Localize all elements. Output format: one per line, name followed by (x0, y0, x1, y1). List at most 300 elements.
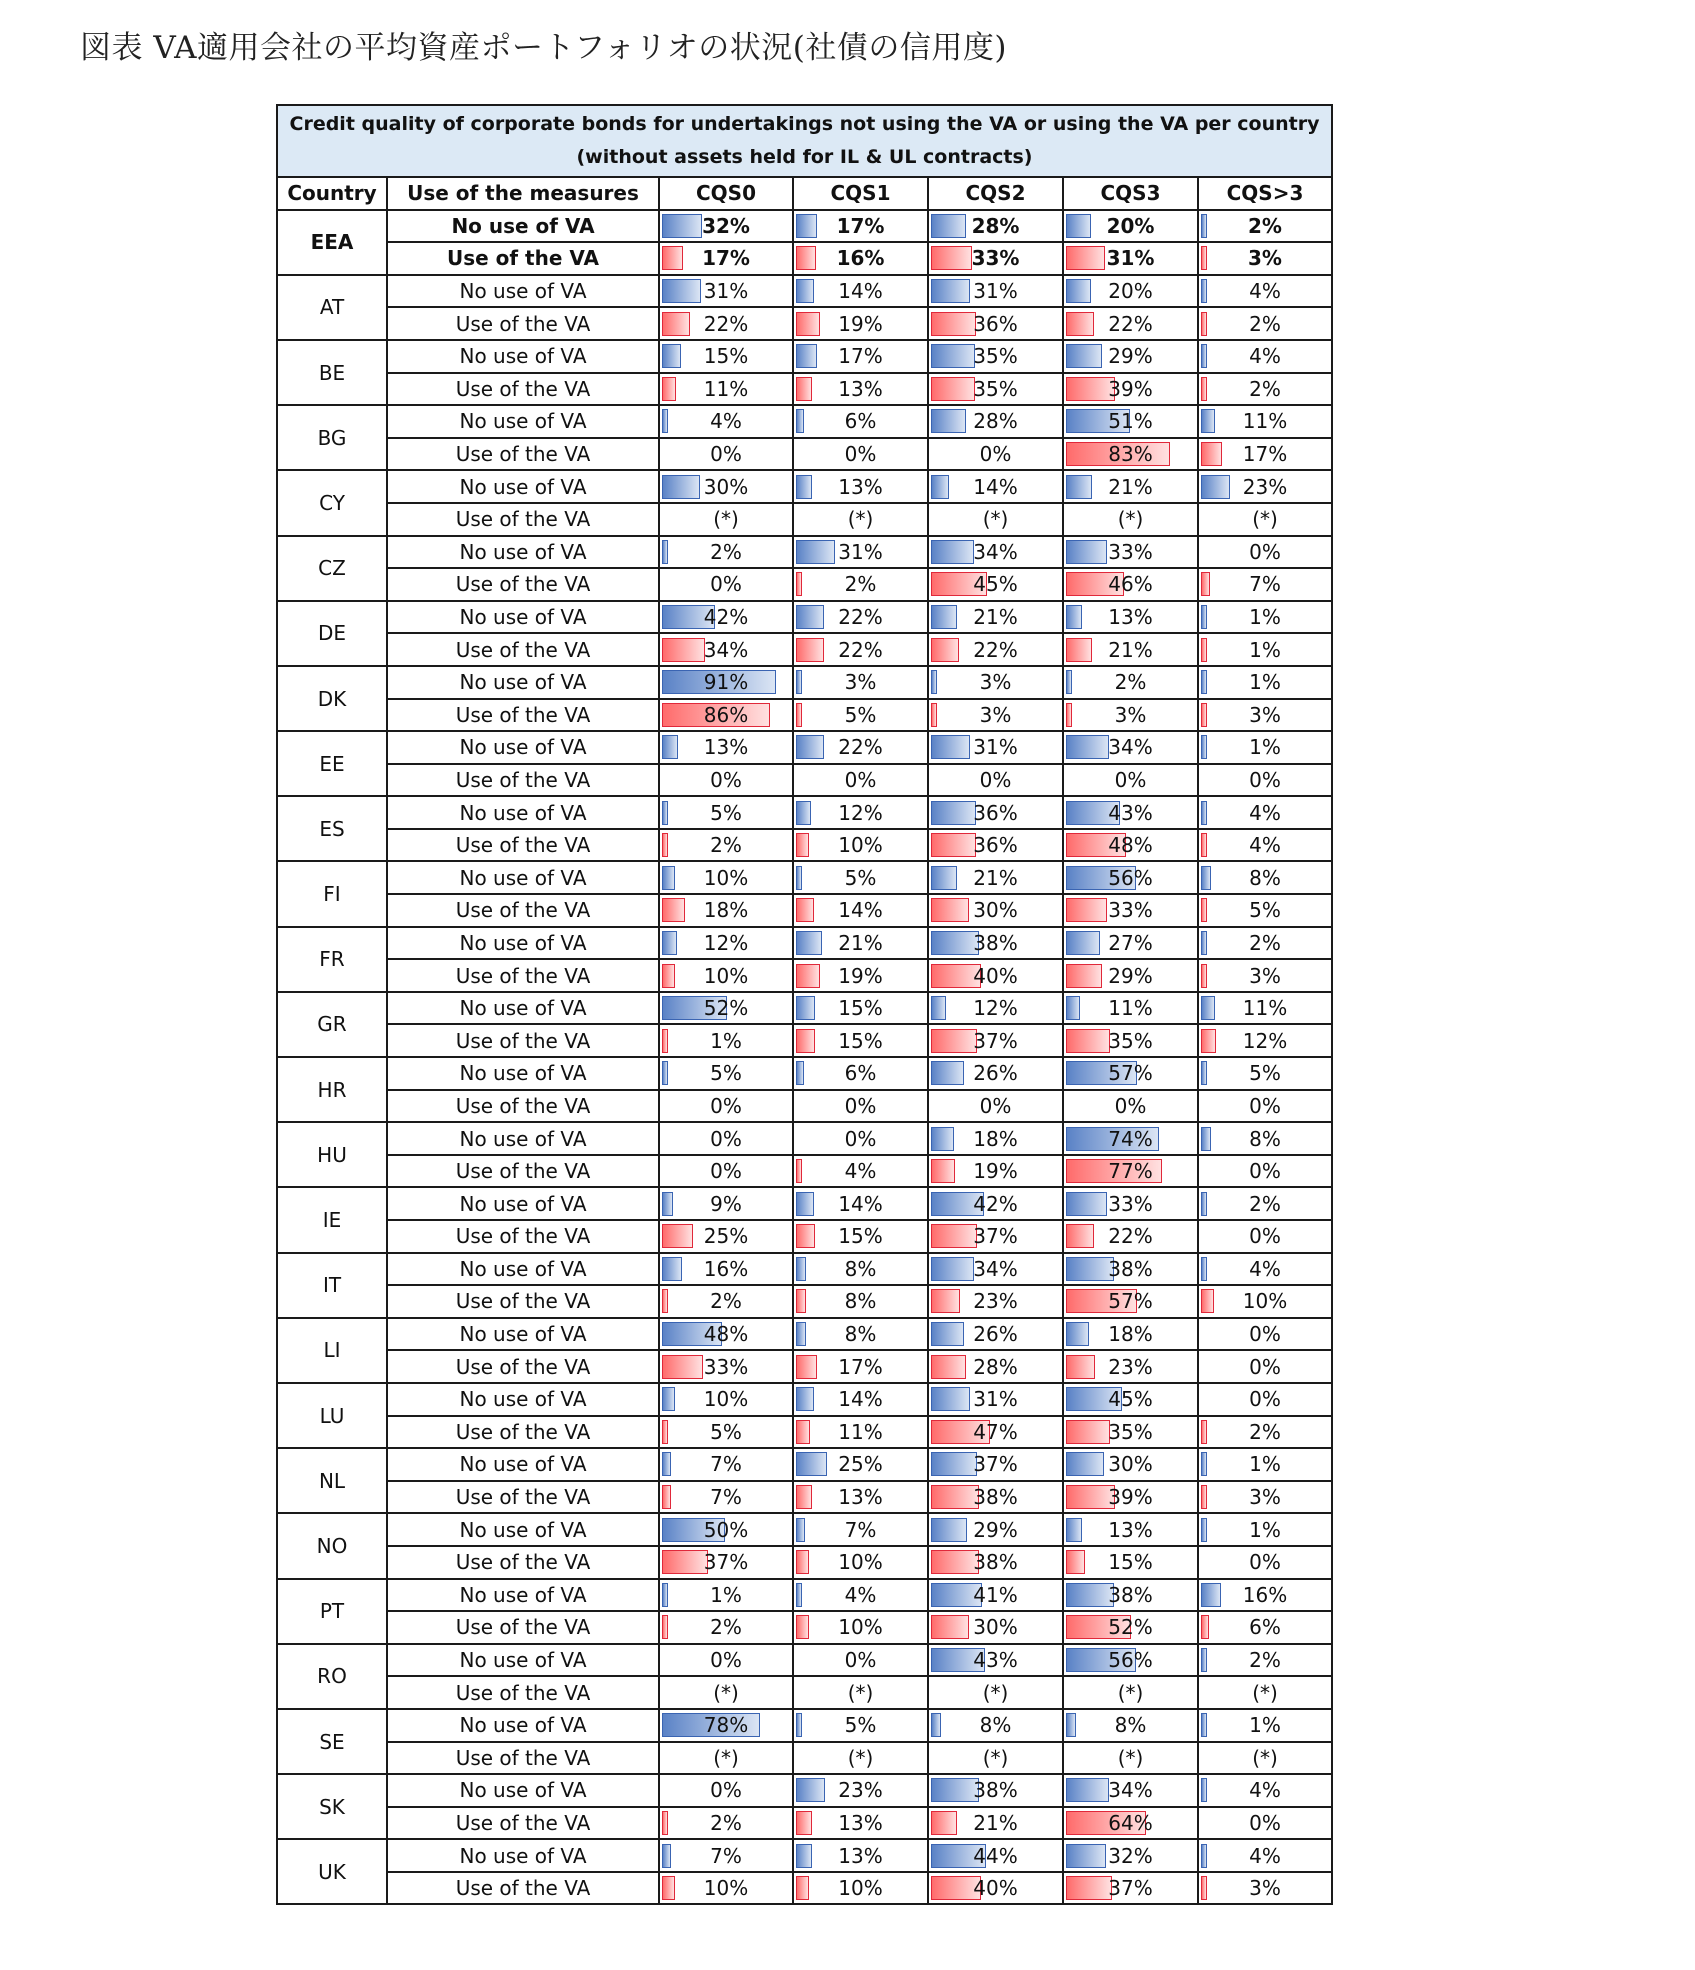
value-cell (1063, 307, 1198, 340)
value-label: 20% (1108, 279, 1153, 304)
country-cell: FR (277, 927, 387, 992)
value-label: 13% (838, 376, 883, 401)
value-label: 8% (979, 1713, 1012, 1738)
value-label: 33% (1108, 898, 1153, 923)
value-cell (1063, 633, 1198, 666)
value-label: 2% (1249, 930, 1281, 955)
value-cell (659, 927, 793, 960)
value-cell (1063, 1318, 1198, 1351)
value-cell (793, 405, 928, 438)
value-label: 19% (973, 1159, 1018, 1184)
value-cell (928, 1611, 1063, 1644)
value-label: 2% (710, 1810, 742, 1835)
value-label: 10% (1242, 1289, 1288, 1314)
value-cell (1063, 1285, 1198, 1318)
measure-cell: No use of VA (387, 1122, 659, 1155)
value-label: 17% (836, 213, 885, 238)
value-label: 37% (973, 1224, 1018, 1249)
value-label: 38% (973, 1778, 1018, 1803)
measure-cell: No use of VA (387, 1187, 659, 1220)
value-label: 2% (1114, 670, 1147, 695)
value-label: 83% (1108, 442, 1153, 467)
value-cell (659, 1024, 793, 1057)
value-label: 57% (1108, 1289, 1153, 1314)
value-label: 11% (703, 376, 749, 401)
value-cell (928, 1416, 1063, 1449)
value-cell (659, 1350, 793, 1383)
value-label: 23% (1242, 474, 1288, 499)
value-cell (659, 307, 793, 340)
table-row (277, 1676, 1332, 1709)
value-cell (793, 503, 928, 536)
value-cell (1063, 470, 1198, 503)
value-label: 12% (1242, 1028, 1288, 1053)
value-label: (*) (982, 1680, 1009, 1705)
value-label: 10% (703, 1387, 749, 1412)
value-label: 5% (844, 1713, 877, 1738)
value-label: 31% (973, 1387, 1018, 1412)
value-label: 1% (1249, 1713, 1281, 1738)
value-cell (928, 1318, 1063, 1351)
value-label: 14% (838, 1191, 883, 1216)
value-label: 2% (1249, 376, 1281, 401)
value-cell (659, 992, 793, 1025)
measure-cell: Use of the VA (387, 1481, 659, 1514)
value-cell (659, 1448, 793, 1481)
value-label: 2% (710, 1615, 742, 1640)
measure-cell: Use of the VA (387, 1155, 659, 1188)
value-cell (793, 470, 928, 503)
table-body (277, 210, 1332, 1905)
value-label: 39% (1108, 1485, 1153, 1510)
table-row (277, 1742, 1332, 1775)
value-label: 23% (973, 1289, 1018, 1314)
value-label: 0% (1249, 767, 1281, 792)
value-cell (659, 405, 793, 438)
measure-cell: No use of VA (387, 992, 659, 1025)
value-cell (928, 470, 1063, 503)
value-label: 34% (973, 539, 1018, 564)
value-cell (1198, 470, 1332, 503)
value-cell (1063, 1807, 1198, 1840)
value-label: 8% (844, 1256, 877, 1281)
country-cell: FI (277, 861, 387, 926)
value-label: 2% (710, 539, 742, 564)
value-cell (1198, 829, 1332, 862)
table-row (277, 536, 1332, 569)
value-cell (1198, 959, 1332, 992)
value-cell (793, 1318, 928, 1351)
value-label: 21% (973, 1810, 1018, 1835)
value-label: 19% (838, 963, 883, 988)
measure-cell: No use of VA (387, 1513, 659, 1546)
value-label: 78% (703, 1713, 749, 1738)
value-label: 48% (1108, 833, 1153, 858)
value-cell (1198, 210, 1332, 243)
column-header-row (277, 177, 1332, 210)
value-label: 4% (1249, 800, 1281, 825)
value-label: 11% (1108, 996, 1153, 1021)
value-cell (1198, 699, 1332, 732)
measure-cell: Use of the VA (387, 242, 659, 275)
value-label: 32% (1108, 1843, 1153, 1868)
value-cell (928, 1253, 1063, 1286)
value-cell (1198, 992, 1332, 1025)
country-cell: NL (277, 1448, 387, 1513)
value-label: 3% (1249, 1485, 1281, 1510)
column-header: CQS2 (928, 177, 1063, 210)
value-cell (659, 1872, 793, 1905)
value-label: 0% (844, 442, 877, 467)
country-cell: AT (277, 275, 387, 340)
value-cell (928, 1090, 1063, 1123)
value-label: 37% (973, 1452, 1018, 1477)
table-row (277, 340, 1332, 373)
value-cell (1063, 1220, 1198, 1253)
value-label: 23% (1108, 1354, 1153, 1379)
country-cell: HR (277, 1057, 387, 1122)
country-cell: IE (277, 1187, 387, 1252)
value-cell (793, 1611, 928, 1644)
value-label: 14% (838, 279, 883, 304)
value-cell (1063, 1579, 1198, 1612)
value-label: 30% (1108, 1452, 1153, 1477)
value-cell (1063, 1644, 1198, 1677)
value-cell (1063, 1155, 1198, 1188)
value-cell (1198, 1839, 1332, 1872)
table-row (277, 1187, 1332, 1220)
column-header: CQS0 (659, 177, 793, 210)
table-row (277, 731, 1332, 764)
value-cell (659, 1481, 793, 1514)
country-cell: DK (277, 666, 387, 731)
value-label: 22% (1108, 1224, 1153, 1249)
measure-cell: No use of VA (387, 1253, 659, 1286)
value-label: 16% (836, 246, 885, 271)
value-cell (1198, 731, 1332, 764)
value-cell (1063, 1839, 1198, 1872)
value-cell (1198, 1090, 1332, 1123)
value-label: (*) (1117, 1680, 1144, 1705)
value-cell (1063, 764, 1198, 797)
country-cell: ES (277, 796, 387, 861)
value-label: 46% (1108, 572, 1153, 597)
table-row (277, 1872, 1332, 1905)
table-row (277, 1611, 1332, 1644)
value-label: 15% (703, 344, 749, 369)
table-row (277, 1285, 1332, 1318)
value-cell (1198, 1318, 1332, 1351)
value-cell (1063, 1253, 1198, 1286)
measure-cell: Use of the VA (387, 438, 659, 471)
value-cell (1198, 927, 1332, 960)
table-row (277, 927, 1332, 960)
value-cell (659, 1611, 793, 1644)
value-cell (1198, 1513, 1332, 1546)
country-cell: SK (277, 1774, 387, 1839)
table-row (277, 1253, 1332, 1286)
value-label: 0% (710, 767, 742, 792)
value-cell (793, 1090, 928, 1123)
value-cell (659, 1676, 793, 1709)
value-label: 18% (703, 898, 749, 923)
value-cell (793, 796, 928, 829)
value-label: 0% (710, 572, 742, 597)
value-label: 34% (973, 1256, 1018, 1281)
value-label: 4% (1249, 833, 1281, 858)
value-cell (928, 633, 1063, 666)
value-cell (659, 1187, 793, 1220)
value-label: 37% (1108, 1876, 1153, 1901)
column-header: CQS3 (1063, 177, 1198, 210)
value-cell (793, 731, 928, 764)
measure-cell: Use of the VA (387, 1742, 659, 1775)
table-caption (277, 105, 1332, 177)
value-label: 0% (844, 767, 877, 792)
value-cell (1198, 1872, 1332, 1905)
value-cell (1198, 275, 1332, 308)
table-row (277, 666, 1332, 699)
value-cell (793, 1448, 928, 1481)
value-cell (793, 992, 928, 1025)
table-row (277, 275, 1332, 308)
value-label: 42% (703, 605, 749, 630)
value-label: (*) (713, 1680, 739, 1705)
value-label: 77% (1108, 1159, 1153, 1184)
value-label: 33% (971, 246, 1020, 271)
value-cell (928, 731, 1063, 764)
value-label: 35% (1108, 1419, 1153, 1444)
value-cell (659, 503, 793, 536)
value-cell (928, 1839, 1063, 1872)
value-cell (1198, 1611, 1332, 1644)
value-cell (659, 1644, 793, 1677)
value-label: 29% (973, 1517, 1018, 1542)
value-label: 0% (710, 1093, 742, 1118)
table-row (277, 959, 1332, 992)
value-label: 44% (973, 1843, 1018, 1868)
value-label: 33% (1108, 1191, 1153, 1216)
table-row (277, 568, 1332, 601)
value-cell (659, 275, 793, 308)
measure-cell: Use of the VA (387, 307, 659, 340)
value-cell (659, 242, 793, 275)
value-label: 13% (838, 1810, 883, 1835)
value-cell (1063, 405, 1198, 438)
value-label: 31% (1106, 246, 1155, 271)
value-cell (928, 1872, 1063, 1905)
value-cell (793, 568, 928, 601)
value-label: 0% (710, 1126, 742, 1151)
value-cell (1198, 503, 1332, 536)
value-label: 57% (1108, 1061, 1153, 1086)
measure-cell: No use of VA (387, 1774, 659, 1807)
value-label: 1% (1249, 1517, 1281, 1542)
value-label: 11% (1242, 996, 1288, 1021)
value-label: 22% (838, 637, 883, 662)
value-label: 0% (710, 442, 742, 467)
value-label: 38% (973, 930, 1018, 955)
measure-cell: Use of the VA (387, 829, 659, 862)
value-cell (928, 1383, 1063, 1416)
value-label: 8% (1249, 1126, 1281, 1151)
value-label: 0% (710, 1159, 742, 1184)
value-label: 51% (1108, 409, 1153, 434)
table-row (277, 1318, 1332, 1351)
value-label: 0% (1249, 1159, 1281, 1184)
measure-cell: No use of VA (387, 1579, 659, 1612)
value-label: 31% (973, 735, 1018, 760)
value-cell (928, 1220, 1063, 1253)
value-label: 45% (973, 572, 1018, 597)
value-cell (1063, 536, 1198, 569)
value-label: 10% (703, 1876, 749, 1901)
value-cell (1063, 1872, 1198, 1905)
value-cell (793, 927, 928, 960)
value-cell (793, 1187, 928, 1220)
value-cell (793, 1807, 928, 1840)
value-label: 56% (1108, 1648, 1153, 1673)
value-label: 25% (703, 1224, 749, 1249)
value-cell (1063, 275, 1198, 308)
measure-cell: Use of the VA (387, 1676, 659, 1709)
measure-cell: Use of the VA (387, 894, 659, 927)
value-cell (659, 340, 793, 373)
measure-cell: Use of the VA (387, 1220, 659, 1253)
value-label: 21% (838, 930, 883, 955)
value-cell (1198, 894, 1332, 927)
value-cell (659, 373, 793, 406)
value-label: 1% (710, 1028, 742, 1053)
value-cell (793, 1481, 928, 1514)
value-label: 4% (844, 1582, 877, 1607)
value-cell (928, 1122, 1063, 1155)
value-label: 29% (1108, 344, 1153, 369)
value-cell (1198, 1448, 1332, 1481)
country-cell: LU (277, 1383, 387, 1448)
value-cell (1198, 1220, 1332, 1253)
value-label: 40% (973, 963, 1018, 988)
value-cell (659, 1774, 793, 1807)
value-cell (928, 405, 1063, 438)
value-cell (793, 307, 928, 340)
value-label: 0% (1249, 1322, 1281, 1347)
value-label: 2% (1248, 213, 1282, 238)
value-label: (*) (1252, 1680, 1278, 1705)
value-cell (659, 568, 793, 601)
value-cell (1198, 373, 1332, 406)
table-row (277, 633, 1332, 666)
value-cell (793, 1644, 928, 1677)
country-cell: LI (277, 1318, 387, 1383)
measure-cell: Use of the VA (387, 1285, 659, 1318)
value-label: 48% (703, 1322, 749, 1347)
table-row (277, 210, 1332, 243)
value-cell (659, 1579, 793, 1612)
measure-cell: No use of VA (387, 601, 659, 634)
table-row (277, 1220, 1332, 1253)
value-cell (793, 894, 928, 927)
value-cell (659, 1318, 793, 1351)
value-label: 2% (710, 833, 742, 858)
table-row (277, 1122, 1332, 1155)
value-cell (1198, 1285, 1332, 1318)
value-label: 6% (844, 1061, 877, 1086)
value-label: 17% (702, 246, 750, 271)
value-label: 36% (973, 833, 1018, 858)
value-label: 5% (844, 865, 877, 890)
table-row (277, 829, 1332, 862)
value-label: 52% (703, 996, 749, 1021)
value-cell (928, 373, 1063, 406)
measure-cell: No use of VA (387, 796, 659, 829)
value-label: 0% (1249, 1810, 1281, 1835)
value-label: 34% (1108, 735, 1153, 760)
value-label: 2% (1249, 311, 1281, 336)
value-cell (793, 829, 928, 862)
value-cell (1063, 1350, 1198, 1383)
value-cell (793, 601, 928, 634)
measure-cell: Use of the VA (387, 1024, 659, 1057)
value-label: 14% (973, 474, 1018, 499)
value-label: 33% (703, 1354, 749, 1379)
value-label: 11% (838, 1419, 883, 1444)
value-cell (928, 1187, 1063, 1220)
measure-cell: Use of the VA (387, 699, 659, 732)
value-label: 11% (1242, 409, 1288, 434)
value-cell (928, 1513, 1063, 1546)
value-label: 15% (838, 1224, 883, 1249)
value-cell (1198, 1057, 1332, 1090)
measure-cell: No use of VA (387, 536, 659, 569)
table-row (277, 1513, 1332, 1546)
column-header: Country (277, 177, 387, 210)
value-label: 18% (973, 1126, 1018, 1151)
value-cell (659, 699, 793, 732)
country-cell: DE (277, 601, 387, 666)
value-cell (928, 764, 1063, 797)
value-label: 13% (838, 1843, 883, 1868)
value-label: 10% (838, 1615, 883, 1640)
value-cell (928, 1448, 1063, 1481)
value-cell (793, 275, 928, 308)
value-label: 2% (844, 572, 877, 597)
value-label: (*) (847, 507, 874, 532)
value-cell (659, 1122, 793, 1155)
value-label: 14% (838, 898, 883, 923)
value-cell (1198, 601, 1332, 634)
value-label: (*) (1252, 507, 1278, 532)
value-label: 4% (844, 1159, 877, 1184)
value-cell (659, 1416, 793, 1449)
value-label: 26% (973, 1322, 1018, 1347)
country-cell: SE (277, 1709, 387, 1774)
value-cell (793, 633, 928, 666)
value-cell (1198, 796, 1332, 829)
page-title: 図表 VA適用会社の平均資産ポートフォリオの状況(社債の信用度) (80, 30, 1007, 66)
value-label: 12% (703, 930, 749, 955)
value-cell (793, 1676, 928, 1709)
value-label: 0% (1249, 1224, 1281, 1249)
value-label: 30% (703, 474, 749, 499)
value-label: 1% (1249, 735, 1281, 760)
value-label: 10% (838, 1550, 883, 1575)
value-cell (1198, 1774, 1332, 1807)
value-cell (1198, 536, 1332, 569)
measure-cell: No use of VA (387, 340, 659, 373)
value-cell (659, 829, 793, 862)
table-row (277, 1155, 1332, 1188)
